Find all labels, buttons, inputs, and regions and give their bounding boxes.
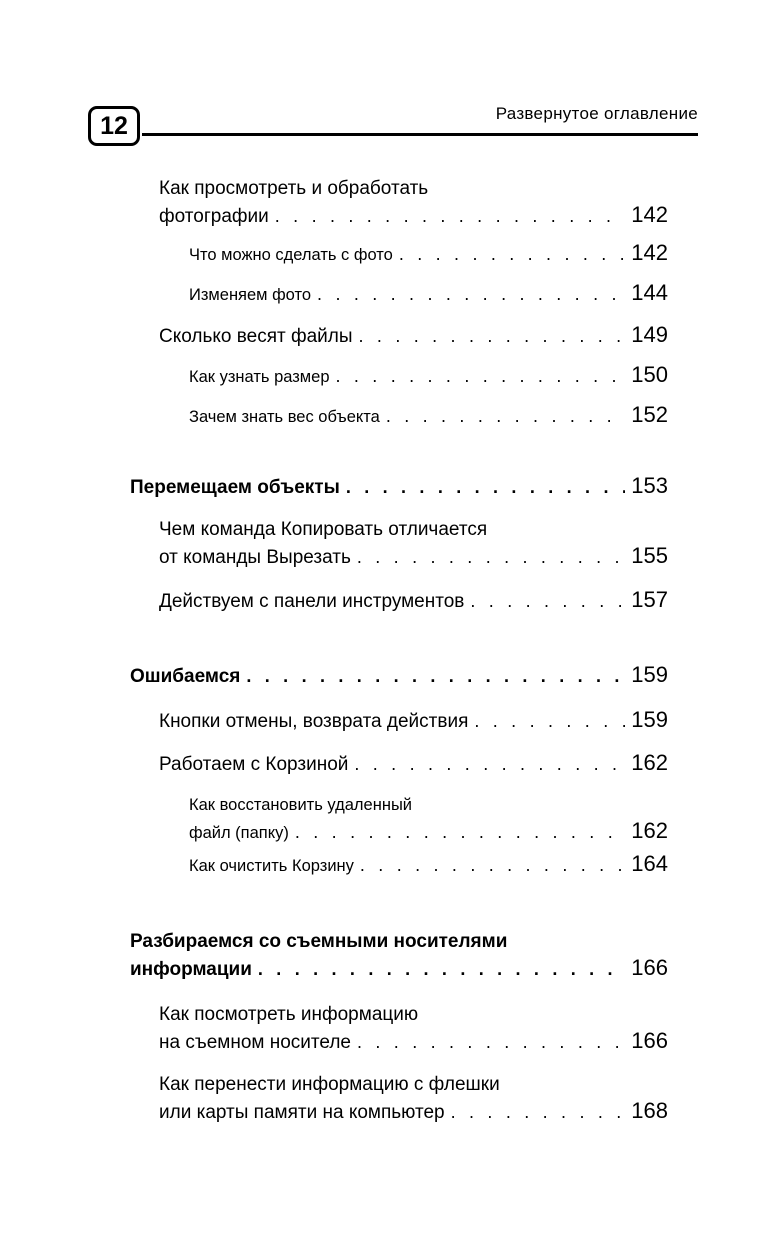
toc-entry-title: Чем команда Копировать отличается <box>159 519 488 540</box>
toc-entry <box>189 362 668 390</box>
dot-leader <box>346 474 625 500</box>
dot-leader <box>357 1029 625 1055</box>
dot-leader <box>246 663 625 689</box>
toc-entry <box>130 662 668 690</box>
toc-entry-title: Действуем с панели инструментов <box>159 591 465 612</box>
toc-entry-title: или карты памяти на компьютер <box>159 1102 445 1123</box>
toc-entry <box>189 851 668 879</box>
header-rule <box>142 133 698 136</box>
toc-entry-title: Как восстановить удаленный <box>189 796 413 814</box>
dot-leader <box>386 403 625 429</box>
toc-entry-title: Как просмотреть и обработать <box>159 178 429 199</box>
toc-page-number: 162 <box>631 818 668 843</box>
toc-entry-title: информации <box>130 959 252 980</box>
toc-entry-title: Перемещаем объекты <box>130 477 340 498</box>
toc-page-number: 166 <box>631 1028 668 1053</box>
toc-entry <box>189 240 668 268</box>
toc-entry <box>189 402 668 430</box>
toc-entry <box>159 707 668 735</box>
toc-page-number: 142 <box>631 202 668 227</box>
toc-entry <box>130 473 668 501</box>
toc-entry <box>189 792 668 846</box>
toc-entry-title: фотографии <box>159 206 269 227</box>
toc-entry <box>159 176 668 230</box>
running-title: Развернутое оглавление <box>495 104 698 123</box>
page-number-box <box>88 106 140 146</box>
toc-entry-title: от команды Вырезать <box>159 547 351 568</box>
dot-leader <box>275 203 626 229</box>
dot-leader <box>258 956 625 982</box>
toc-page-number: 162 <box>631 750 668 775</box>
toc-entry-title: Сколько весят файлы <box>159 326 353 347</box>
toc-entry-title: Изменяем фото <box>189 286 312 304</box>
toc-entry-title: Как посмотреть информацию <box>159 1004 419 1025</box>
dot-leader <box>399 241 625 267</box>
toc-entry <box>159 517 668 571</box>
toc-page-number: 166 <box>631 955 668 980</box>
dot-leader <box>357 544 625 570</box>
toc-entry-title: Кнопки отмены, возврата действия <box>159 711 469 732</box>
toc-entry-title: Зачем знать вес объекта <box>189 408 380 426</box>
dot-leader <box>470 588 625 614</box>
toc-entry-title: на съемном носителе <box>159 1032 351 1053</box>
toc-entry-title: Ошибаемся <box>130 666 241 687</box>
toc-entry-title: Что можно сделать с фото <box>189 246 393 264</box>
dot-leader <box>451 1099 626 1125</box>
toc-page-number: 159 <box>631 707 668 732</box>
toc-entry-title: файл (папку) <box>189 824 289 842</box>
toc-page-number: 150 <box>631 362 668 387</box>
toc-page-number: 155 <box>631 543 668 568</box>
toc-entry <box>159 1072 668 1126</box>
dot-leader <box>360 852 625 878</box>
toc-entry <box>159 322 668 350</box>
toc-page-number: 164 <box>631 851 668 876</box>
toc-page-number: 144 <box>631 280 668 305</box>
dot-leader <box>336 363 626 389</box>
toc-entry <box>159 587 668 615</box>
toc-entry-title: Разбираемся со съемными носителями <box>130 931 508 952</box>
toc-entry-title: Как перенести информацию с флешки <box>159 1074 500 1095</box>
toc-entry <box>189 280 668 308</box>
toc-entry-title: Как очистить Корзину <box>189 857 354 875</box>
dot-leader <box>354 751 625 777</box>
dot-leader <box>359 323 626 349</box>
dot-leader <box>317 281 625 307</box>
toc-entry <box>159 750 668 778</box>
toc-page-number: 152 <box>631 402 668 427</box>
dot-leader <box>474 708 625 734</box>
toc-page-number: 157 <box>631 587 668 612</box>
toc-entry <box>159 1002 668 1056</box>
toc-page-number: 168 <box>631 1098 668 1123</box>
page-number: 12 <box>100 111 128 140</box>
toc-page-number: 142 <box>631 240 668 265</box>
toc-entry <box>130 929 668 983</box>
toc-page-number: 159 <box>631 662 668 687</box>
toc-entry-title: Работаем с Корзиной <box>159 754 349 775</box>
toc-page-number: 149 <box>631 322 668 347</box>
dot-leader <box>295 819 625 845</box>
toc-page-number: 153 <box>631 473 668 498</box>
toc-entry-title: Как узнать размер <box>189 368 330 386</box>
